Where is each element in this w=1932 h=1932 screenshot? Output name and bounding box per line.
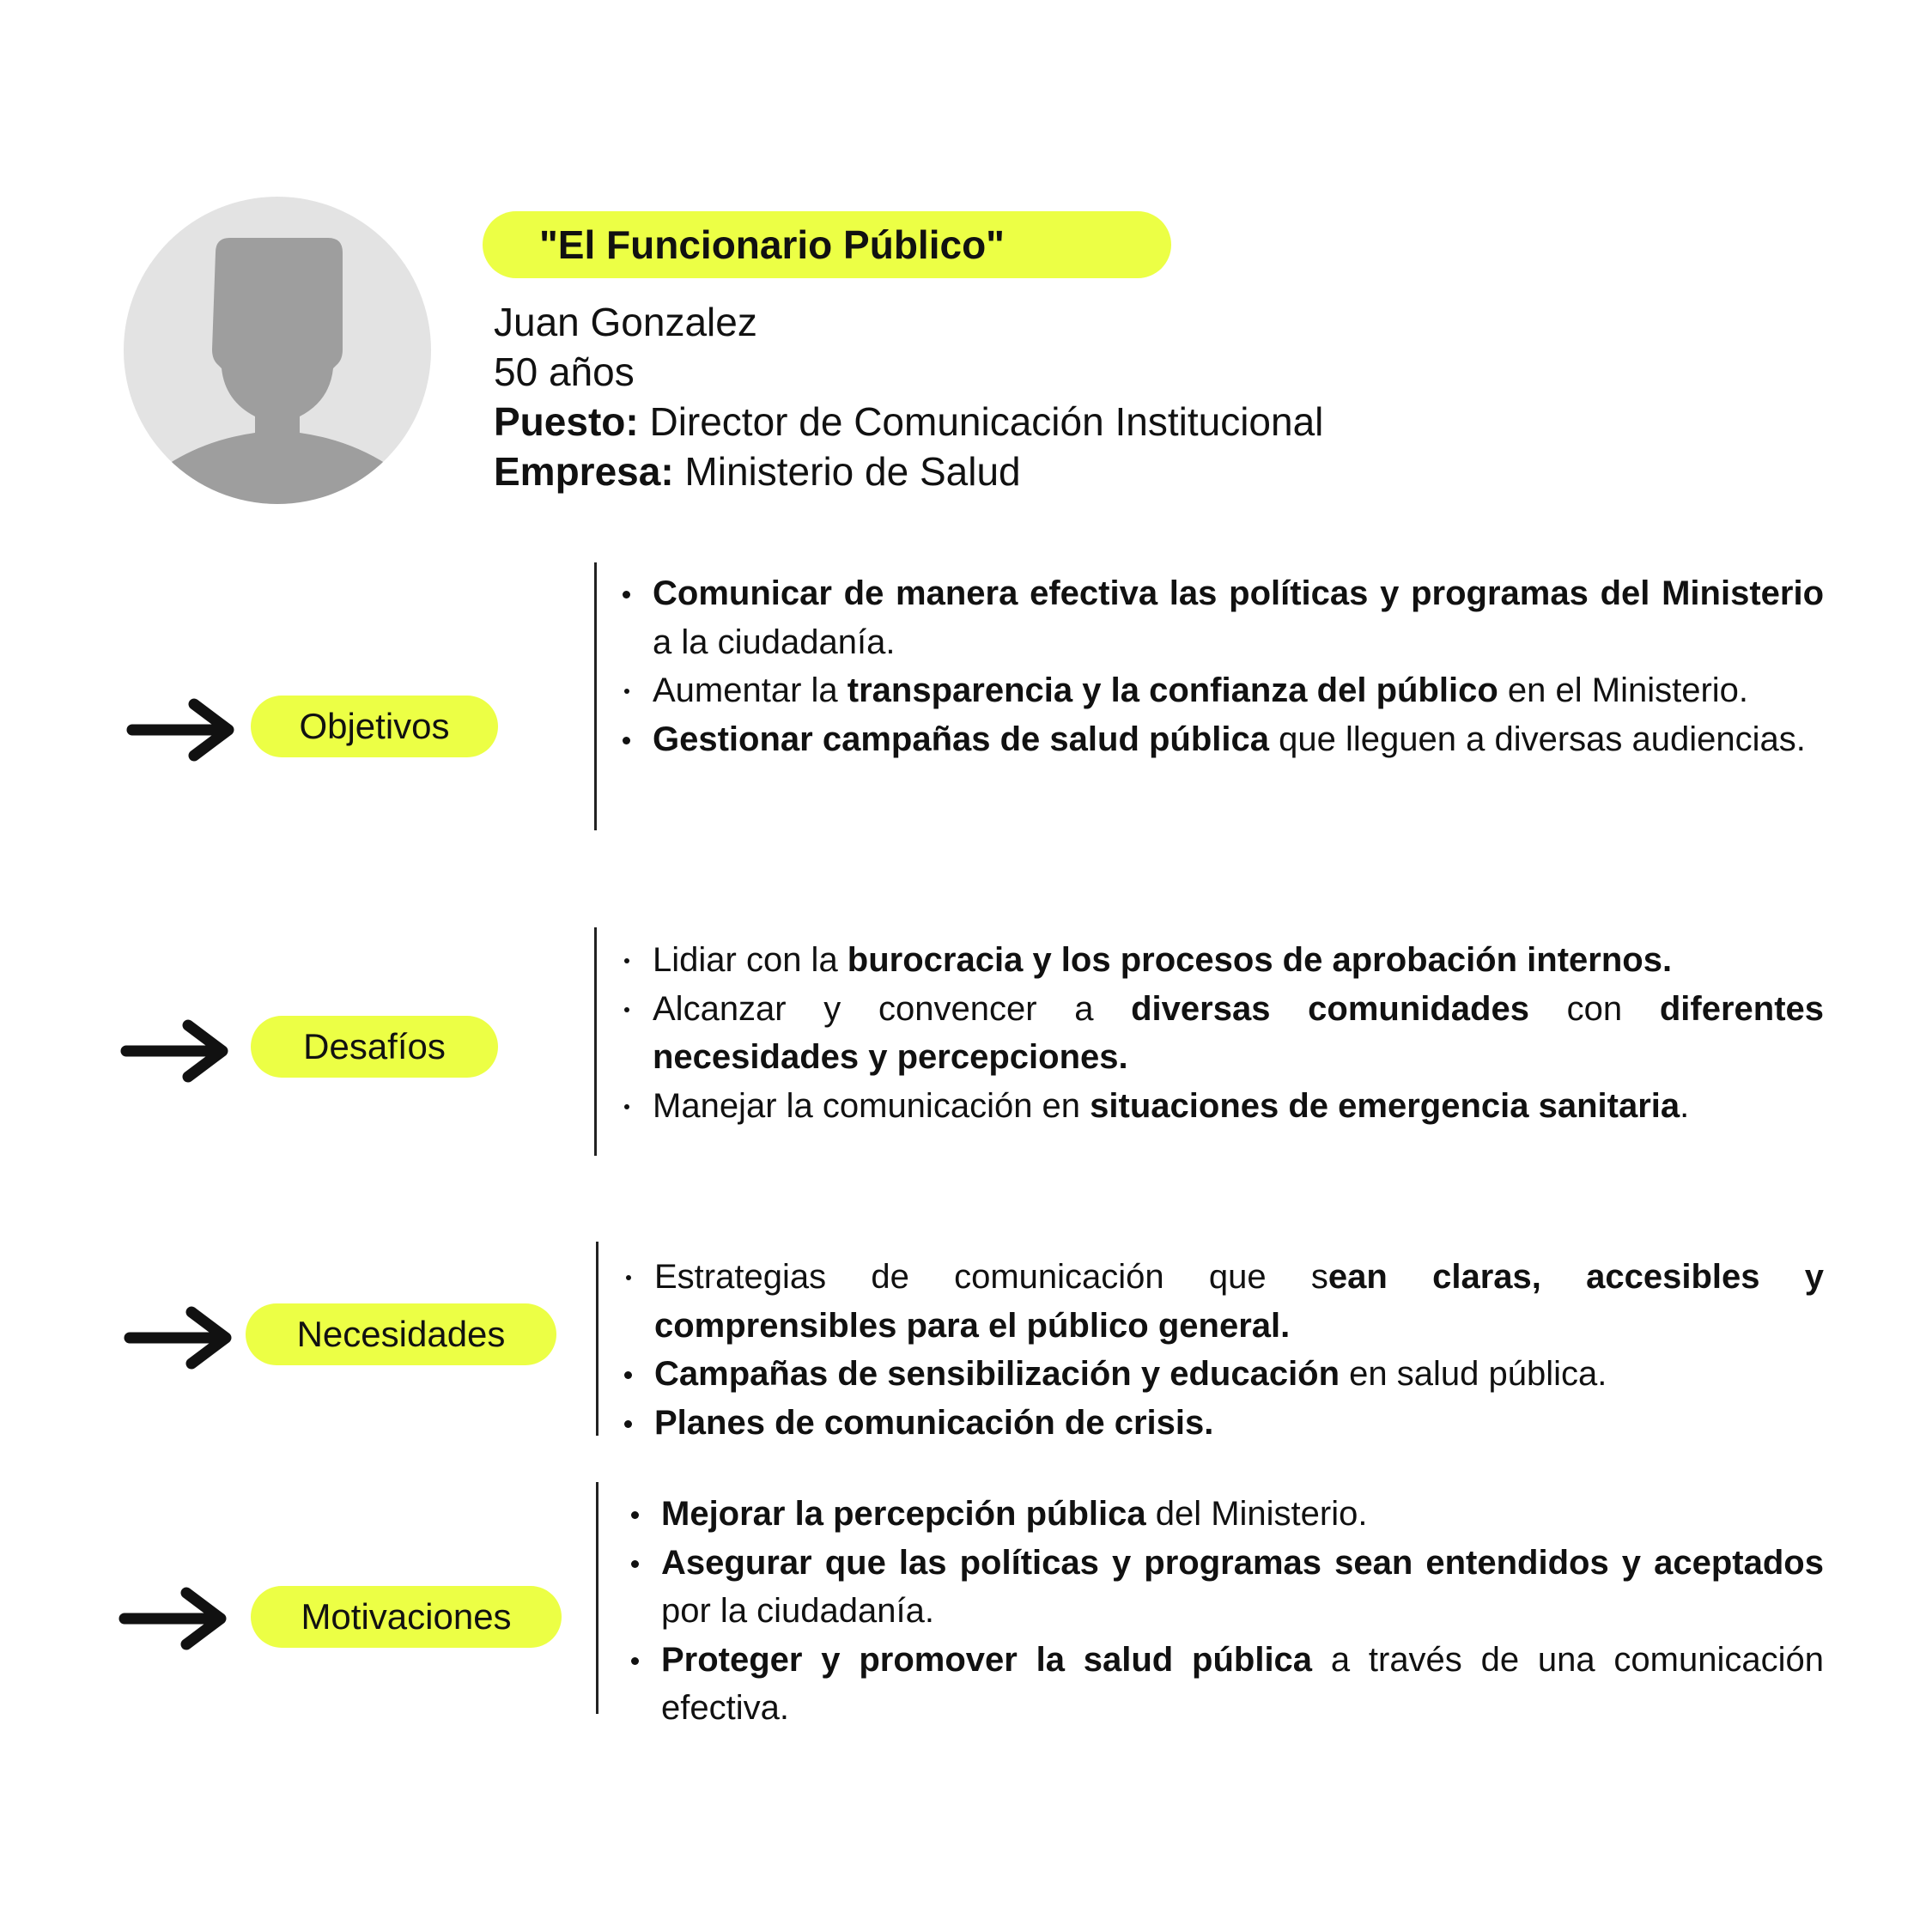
position-label: Puesto: xyxy=(494,399,639,444)
list-item: Comunicar de manera efectiva las políticas y programas del Ministerio a la ciudadanía. xyxy=(620,569,1824,666)
list-item: Alcanzar y convencer a diversas comunidades con diferentes necesidades y percepciones. xyxy=(620,985,1824,1082)
list-item: Lidiar con la burocracia y los procesos de aprobación internos. xyxy=(620,936,1824,985)
list-item: Proteger y promover la salud pública a través de una comunicación efectiva. xyxy=(629,1636,1824,1733)
persona-title: "El Funcionario Público" xyxy=(483,211,1171,278)
objetivos-list xyxy=(620,569,1824,763)
persona-position xyxy=(494,397,1323,447)
section-label-desafios: Desafíos xyxy=(251,1016,498,1078)
desafios-list xyxy=(620,936,1824,1130)
persona-name: Juan Gonzalez xyxy=(494,300,757,344)
list-item: Estrategias de comunicación que sean claras, accesibles y comprensibles para el público general. xyxy=(622,1253,1824,1350)
avatar xyxy=(124,197,431,504)
list-item: Asegurar que las políticas y programas sean entendidos y aceptados por la ciudadanía. xyxy=(629,1539,1824,1636)
motivaciones-list xyxy=(629,1490,1824,1733)
section-divider xyxy=(594,927,597,1156)
company-value: Ministerio de Salud xyxy=(673,449,1021,494)
arrow-right-icon xyxy=(118,1586,229,1651)
arrow-right-icon xyxy=(119,1018,231,1084)
section-divider xyxy=(596,1482,598,1714)
company-label: Empresa: xyxy=(494,449,674,494)
section-label-necesidades: Necesidades xyxy=(246,1303,556,1365)
persona-info xyxy=(494,297,1323,496)
user-silhouette-icon xyxy=(124,197,431,504)
list-item: Campañas de sensibilización y educación en salud pública. xyxy=(622,1350,1824,1399)
list-item: Aumentar la transparencia y la confianza del público en el Ministerio. xyxy=(620,666,1824,715)
persona-company xyxy=(494,447,1323,496)
position-value: Director de Comunicación Institucional xyxy=(638,399,1324,444)
section-divider xyxy=(594,562,597,830)
section-label-objetivos: Objetivos xyxy=(251,696,498,757)
list-item: Gestionar campañas de salud pública que lleguen a diversas audiencias. xyxy=(620,715,1824,764)
persona-age: 50 años xyxy=(494,349,635,394)
list-item: Mejorar la percepción pública del Ministerio. xyxy=(629,1490,1824,1539)
list-item: Planes de comunicación de crisis. xyxy=(622,1399,1824,1448)
section-label-motivaciones: Motivaciones xyxy=(251,1586,562,1648)
section-divider xyxy=(596,1242,598,1436)
list-item: Manejar la comunicación en situaciones de emergencia sanitaria. xyxy=(620,1082,1824,1131)
arrow-right-icon xyxy=(125,697,237,762)
necesidades-list xyxy=(622,1253,1824,1447)
arrow-right-icon xyxy=(123,1305,234,1370)
